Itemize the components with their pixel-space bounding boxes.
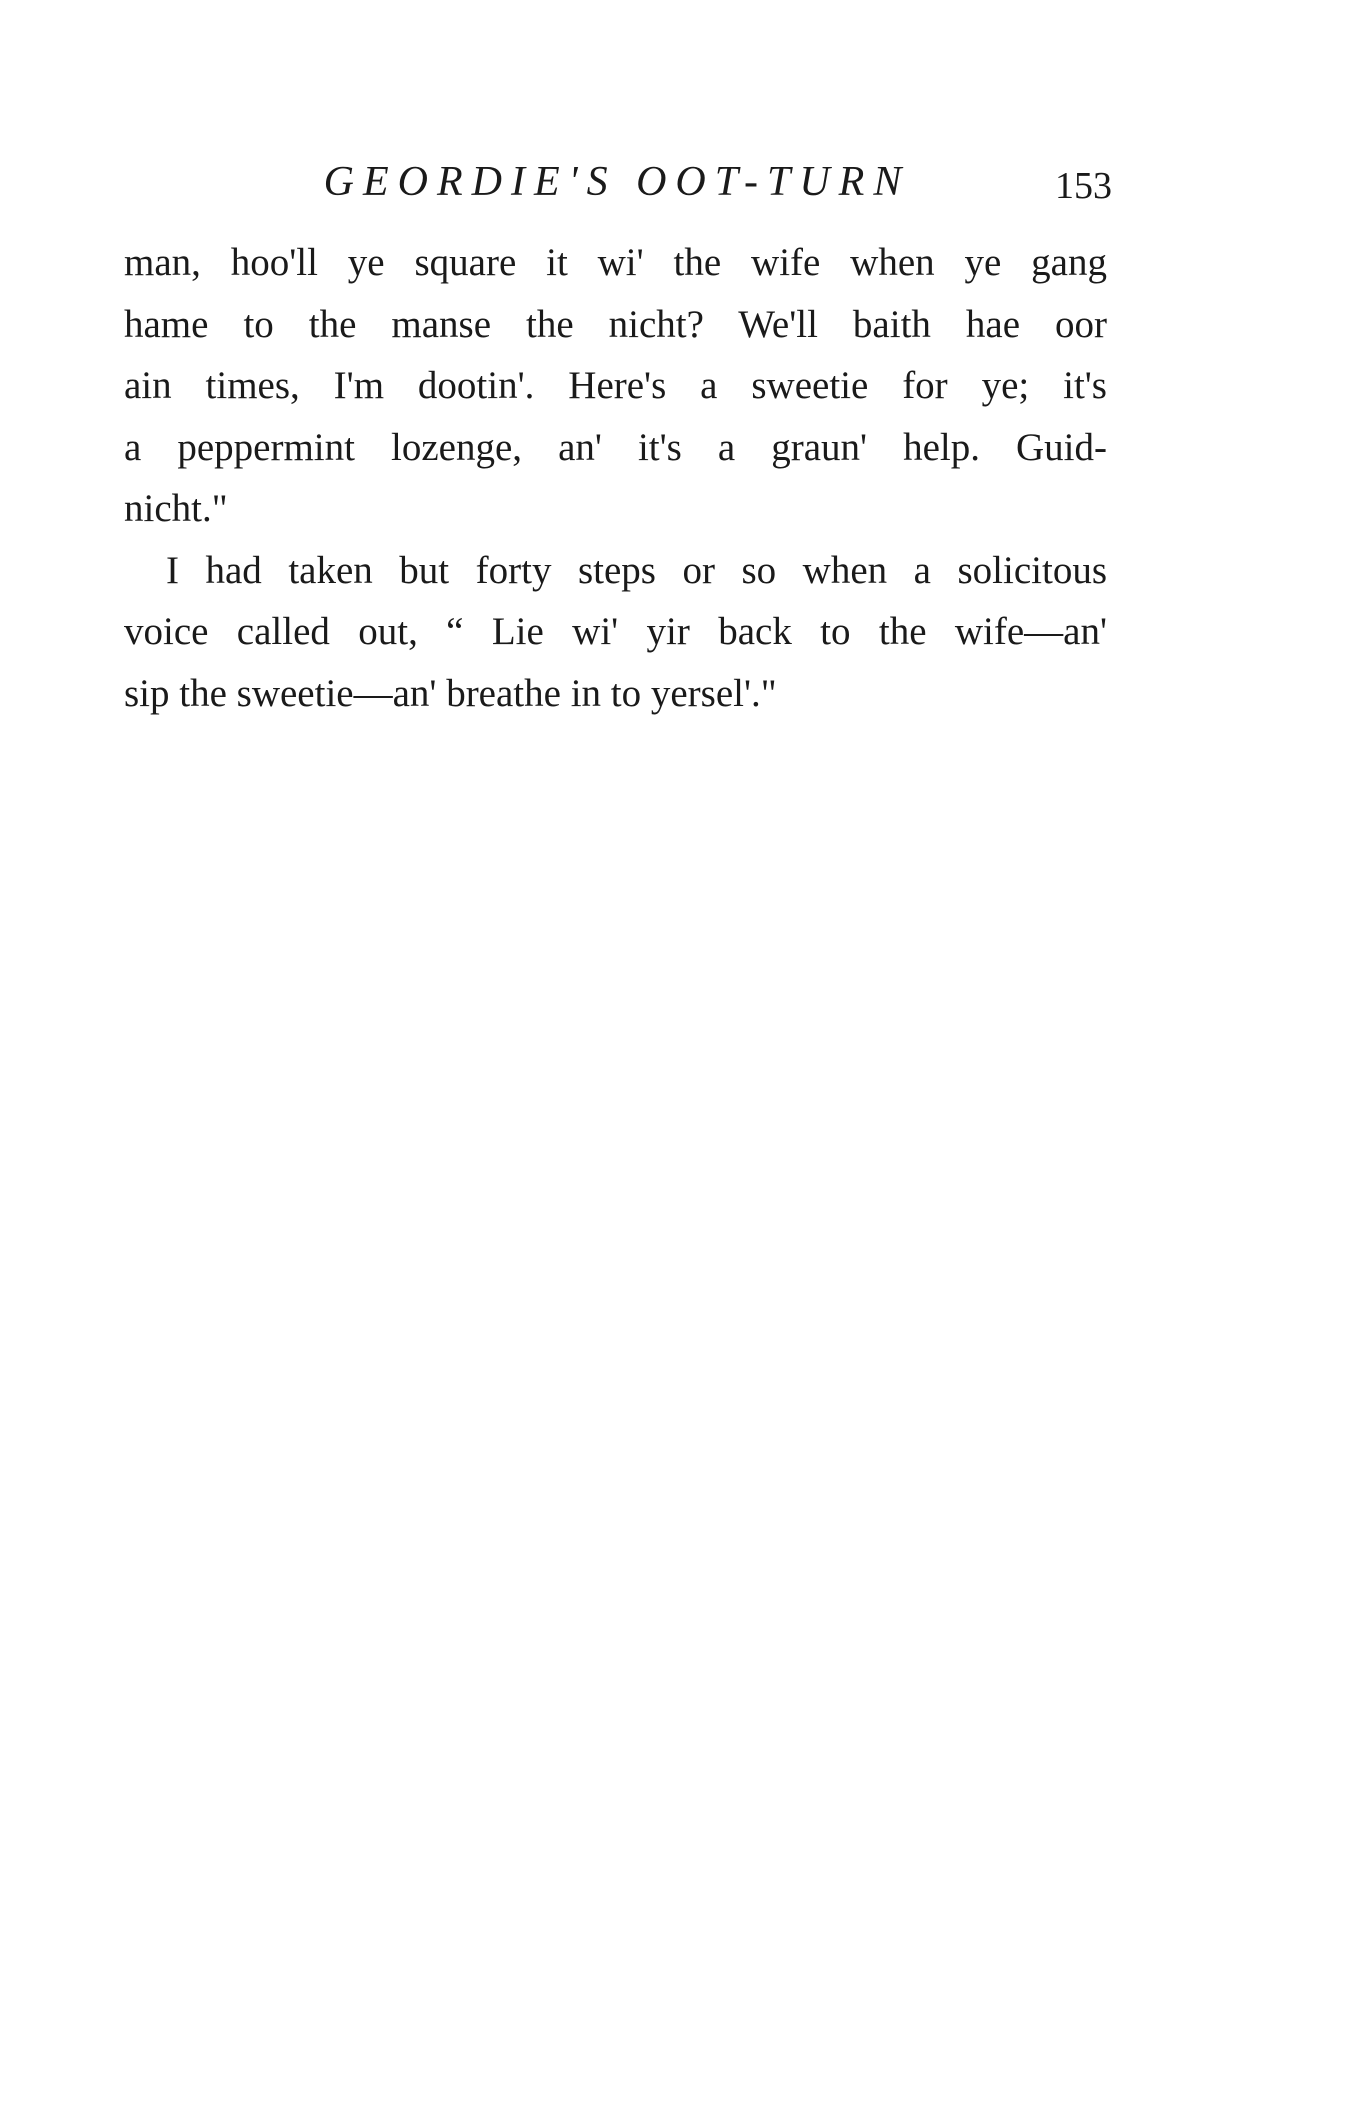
paragraph bbox=[124, 232, 1107, 540]
body-text bbox=[124, 232, 1107, 724]
text-line: hame to the manse the nicht? We'll baith hae oor bbox=[124, 302, 1107, 346]
text-line: ain times, I'm dootin'. Here's a sweetie for ye; it's bbox=[124, 364, 1107, 407]
page-number: 153 bbox=[1055, 165, 1112, 207]
running-head bbox=[122, 152, 1112, 212]
text-line: voice called out, “ Lie wi' yir back to the wife—an' bbox=[124, 610, 1107, 653]
text-line: sip the sweetie—an' breathe in to yersel'." bbox=[124, 671, 777, 715]
text-line: nicht." bbox=[124, 487, 228, 530]
running-title: GEORDIE'S OOT-TURN bbox=[323, 159, 911, 205]
paragraph bbox=[124, 540, 1107, 725]
text-line: I had taken but forty steps or so when a solicitous bbox=[166, 548, 1107, 592]
text-line: man, hoo'll ye square it wi' the wife when ye gang bbox=[124, 241, 1107, 284]
text-line: a peppermint lozenge, an' it's a graun' help. Guid- bbox=[124, 425, 1107, 469]
